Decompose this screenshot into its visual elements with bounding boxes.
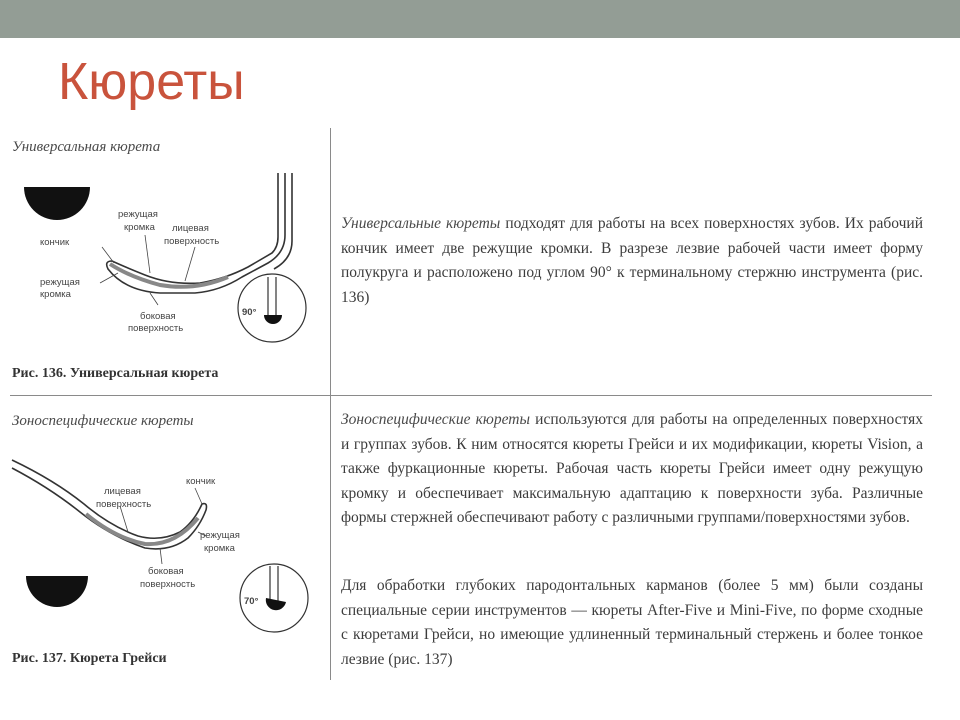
universal-curette-figure [10, 165, 325, 360]
label-lateral-z: боковая [148, 566, 184, 577]
zone-specific-term: Зоноспецифические кюреты [341, 411, 530, 428]
cross-section-shape-z [26, 576, 88, 607]
label-lateral: боковая [140, 311, 176, 322]
slide-title: Кюреты [58, 53, 245, 111]
universal-text: подходят для работы на всех поверхностях зубов. Их рабочий кончик имеет две режущие кромки. В разрезе лезвие рабочей части имеет форму полукруга и расположено под углом 90° к терминальному стержню инструмента (рис. 136) [341, 215, 923, 306]
table-horizontal-divider [10, 395, 932, 396]
curette-shank-outer [274, 173, 292, 269]
zone-specific-heading: Зоноспецифические кюреты [12, 413, 194, 429]
label-face-z: лицевая [104, 486, 141, 497]
zone-specific-description [341, 408, 923, 531]
label-cutting-edge-left: режущая [40, 277, 80, 288]
figure-136-caption: Рис. 136. Универсальная кюрета [12, 366, 219, 381]
label-face-z-2: поверхность [96, 499, 152, 510]
label-tip-z: кончик [186, 476, 216, 487]
label-cutting-edge-left-2: кромка [40, 289, 71, 300]
label-cutting-edge-z-2: кромка [204, 543, 235, 554]
deep-pockets-description: Для обработки глубоких пародонтальных карманов (более 5 мм) были созданы специальные серии инструментов — кюреты After-Five и Mini-Five, по форме сходные с кюретами Грейси, но имеющие удлиненный терминальный стержень и более тонкое лезвие (рис. 137) [341, 577, 923, 668]
label-face: лицевая [172, 223, 209, 234]
label-cutting-edge-z: режущая [200, 530, 240, 541]
universal-term: Универсальные кюреты [341, 215, 501, 232]
angle-label-90: 90° [242, 307, 257, 318]
label-face-2: поверхность [164, 236, 220, 247]
zone-specific-text: используются для работы на определенных поверхностях и группах зубов. К ним относятся кюреты Грейси и их модификации, кюреты Vision, а также фуркационные кюреты. Рабочая часть кюреты Грейси имеет одну режущую кромку и обеспечивает максимальную адаптацию к поверхности зуба. Различные формы стержней обеспечивают работу с различными группами/поверхностями зубов. [341, 411, 923, 526]
label-lateral-2: поверхность [128, 323, 184, 334]
angle-label-70: 70° [244, 596, 259, 607]
label-lateral-z-2: поверхность [140, 579, 196, 590]
gracey-curette-figure [10, 440, 325, 650]
cross-section-shape [24, 187, 90, 220]
label-cutting-edge-top: режущая [118, 209, 158, 220]
figure-137-caption: Рис. 137. Кюрета Грейси [12, 651, 167, 666]
universal-heading: Универсальная кюрета [12, 139, 161, 155]
universal-description [341, 212, 923, 310]
label-tip: кончик [40, 237, 70, 248]
label-cutting-edge-top-2: кромка [124, 222, 155, 233]
top-bar [0, 0, 960, 38]
table-vertical-divider [330, 128, 331, 680]
